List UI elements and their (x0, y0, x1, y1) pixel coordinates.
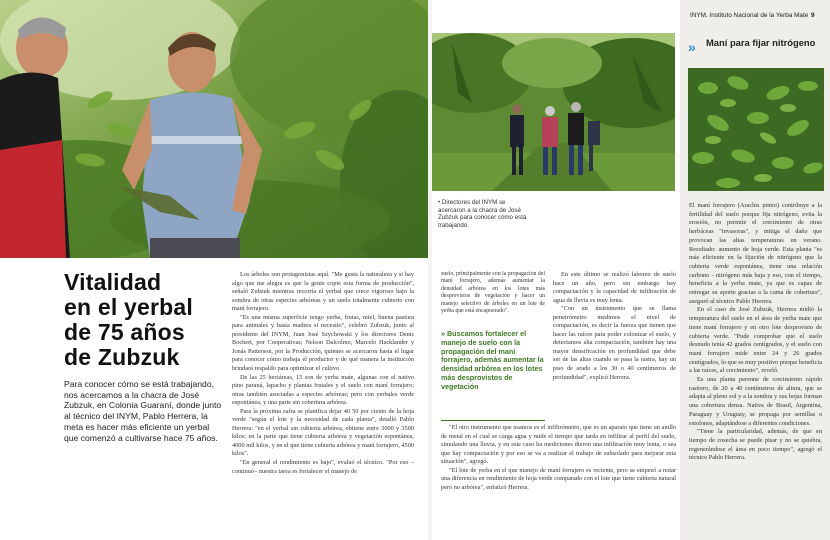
title-line: de Zubzuk (64, 344, 180, 370)
paragraph: "Con un instrumento que se llama penetrómetro medimos el nivel de compactación, es decir la fuerza que tienen que hacer las raíces para poder colonizar el suelo, y detectamos alta compactación, también hay una mayor densificación en profundidad que debe ser de las altas cuando se pasa la rastra, hay un piso de arado a los 30 o 40 centímetros de profundidad", explicó Herrera. (553, 305, 676, 381)
paragraph: De las 25 hectáreas, 15 son de yerba mate, algunas con el nativo pino paraná, lapacho y plantas frutales y el suelo con maní forrajero; otras también asociadas a especies arbóreas; pero con yerbales verde espontánea, y una parte sin cobertura arbórea. (232, 373, 414, 407)
photo-mani-forrajero (688, 68, 824, 191)
paragraph: suelo, principalmente con la propagación del maní forrajero, además aumentar la densidad arbórea en los lotes más desprovistos de vegetación y hacer un manejo selectivo de árboles en un lote de yerba que está encapoerado". (441, 271, 545, 315)
sidebar-text (689, 202, 822, 463)
body-column-1 (232, 271, 414, 476)
body-column-2-top (441, 271, 545, 315)
photo-walk-image (432, 33, 675, 191)
chevron-icon: » (688, 39, 696, 55)
title-line: de 75 años (64, 319, 185, 345)
paragraph: "Es una misma superficie tengo yerba, frutas, miel, buena pastura para animales y hasta madera si necesito", celebró Zubzuk, junto al presidente del INYM, Juan José Szychowski y los directores Denis Bochert, por Cooperativas; Nelson Dalcolmo, Marcelo Hacklander y Jonás Patterson, por la Producción, quienes se acercaron hasta el lugar para conocer cómo trabaja el productor y de qué manera la institución brindará respaldo para optimizar el cultivo. (232, 313, 414, 373)
pull-quote: » Buscamos fortalecer el manejo de suelo con la propagación del maní forrajero, además aumentar la densidad arbórea en los lotes más desprovistos de vegetación (441, 329, 544, 391)
paragraph: "El lote de yerba en el que manejo de maní forrajero es reciente, pero se empezó a notar una diferencia en rendimiento de hoja verde comparado con el lote que tiene cubierta natural pero no arbórea", enfatizó Herrera. (441, 466, 676, 491)
page-number: 9 (811, 12, 815, 19)
sidebar-title: Maní para fijar nitrógeno (706, 37, 816, 48)
paragraph: "El otro instrumento que usamos es el infiltrómetro, que es un aparato que tiene un anillo de metal en el cual se carga agua y mide el tiempo que tarda en infiltrar al perfil del suelo, simulando una lluvia, y en este caso ha mediciones dieron una infiltración muy lenta, o sea que hay compactación y por eso se va a realizar el trabajo de subsolado para mejorar esta situación", agregó. (441, 424, 676, 466)
body-column-3 (553, 271, 676, 382)
photo-directors-walking (432, 33, 675, 191)
paragraph: En el caso de José Zubzuk, Herrera midió la temperatura del suelo en el área de yerba mate que tiene maní forrajero y en otro lote desprovisto de cubierta verde. "Pude comprobar que el suelo desnudo tenía 42 grados centígrados, y el suelo con maní forrajero mide entre 24 y 26 grados centígrados, lo que es muy positivo porque beneficia a las raíces, al crecimiento", reveló. (689, 306, 822, 375)
header-section: INYM. Instituto Nacional de la Yerba Mate (690, 12, 809, 19)
photo-two-men-in-yerbal (0, 0, 428, 258)
body-column-2-bottom (441, 424, 676, 492)
photo-plant-image (688, 68, 824, 191)
paragraph: Los árboles son protagonistas aquí. "Me gusta la naturaleza y si hay algo que me alegra es que la gente copie esta forma de producción", señaló Zubzuk mientras recorría el yerbal que crece vigoroso bajo la sombra de otras especies arbóreas y un suelo totalmente cubierto con maní forrajero. (232, 271, 414, 313)
page-header (680, 12, 830, 20)
title-line: Vitalidad (64, 269, 162, 295)
title-line: en el yerbal (64, 294, 193, 320)
paragraph: Para la próxima zafra se planifica dejar 40 50 por ciento de la hoja verde "según el lote y la necesidad de cada planta", detalló Pablo Herrera: "en el yerbal sin cubierta arbórea, obtiene entre 3000 y 3500 kilos; en la parte que tiene cubierta arbórea y vegetación espontánea, 4000 mil kilos, y en el que tiene cubierta arbórea y maní forrajero, 4500 kilos". (232, 407, 414, 458)
article-lead: Para conocer cómo se está trabajando, nos acercamos a la chacra de José Zubzuk, en Colonia Guaraní, donde junto al técnico del INYM, Pablo Herrera, la meta es hacer más eficiente un yerbal que comenzó a cultivarse hace 75 años. (64, 379, 222, 443)
paragraph: El maní forrajero (Arachis pintoi) contribuye a la fertilidad del suelo porque fija nitrógeno, evita la erosión, no permite el crecimiento de otras herbáceas "invasoras", y mitiga el daño que provocan las altas temperaturas en verano. Resultado: aumento de hoja verde. Esta planta "es más eficiente en la fijación de nitrógeno que la cubierta verde espontánea, tiene una relación carbono - nitrógeno más baja y eso, con el tiempo, beneficia a la yerba mate, ya que es capaz de entregar su aporte gracias a la cama de cobertura", aseguró al técnico Pablo Herrera. (689, 202, 822, 305)
pull-quote-rule (441, 420, 545, 421)
paragraph: Es una planta perenne de crecimiento rápido rastrero, de 20 a 40 centímetros de altura, que se adapta al pleno sol y a la sombra y sus hojas forman una cobertura densa. Nativa de Brasil, Argentina, Paraguay y Uruguay, se propaga por semillas o estolones, adaptándose a diferentes condiciones. (689, 376, 822, 427)
article-title (64, 270, 244, 370)
paragraph: "Tiene la particularidad, además, de que en tiempo de cosecha se puede pisar y no se quiebra, regenerándose el área en poco tiempo", agregó el técnico Pablo Herrera. (689, 428, 822, 462)
photo-main-image (0, 0, 428, 258)
photo-caption: • Directores del INYM se acercaron a la chacra de José Zubzuk para conocer cómo está trabajando. (438, 199, 527, 229)
paragraph: En este último se realizó laboreo de suelo hace un año, pero sin embargo hay compactación y la capacidad de infiltración de agua de lluvia es muy lenta. (553, 271, 676, 304)
paragraph: "En general el rendimiento es bajo", evaluó el técnico. "Por eso –continuó– nuestra tarea es fortalecer el manejo de (232, 459, 414, 475)
